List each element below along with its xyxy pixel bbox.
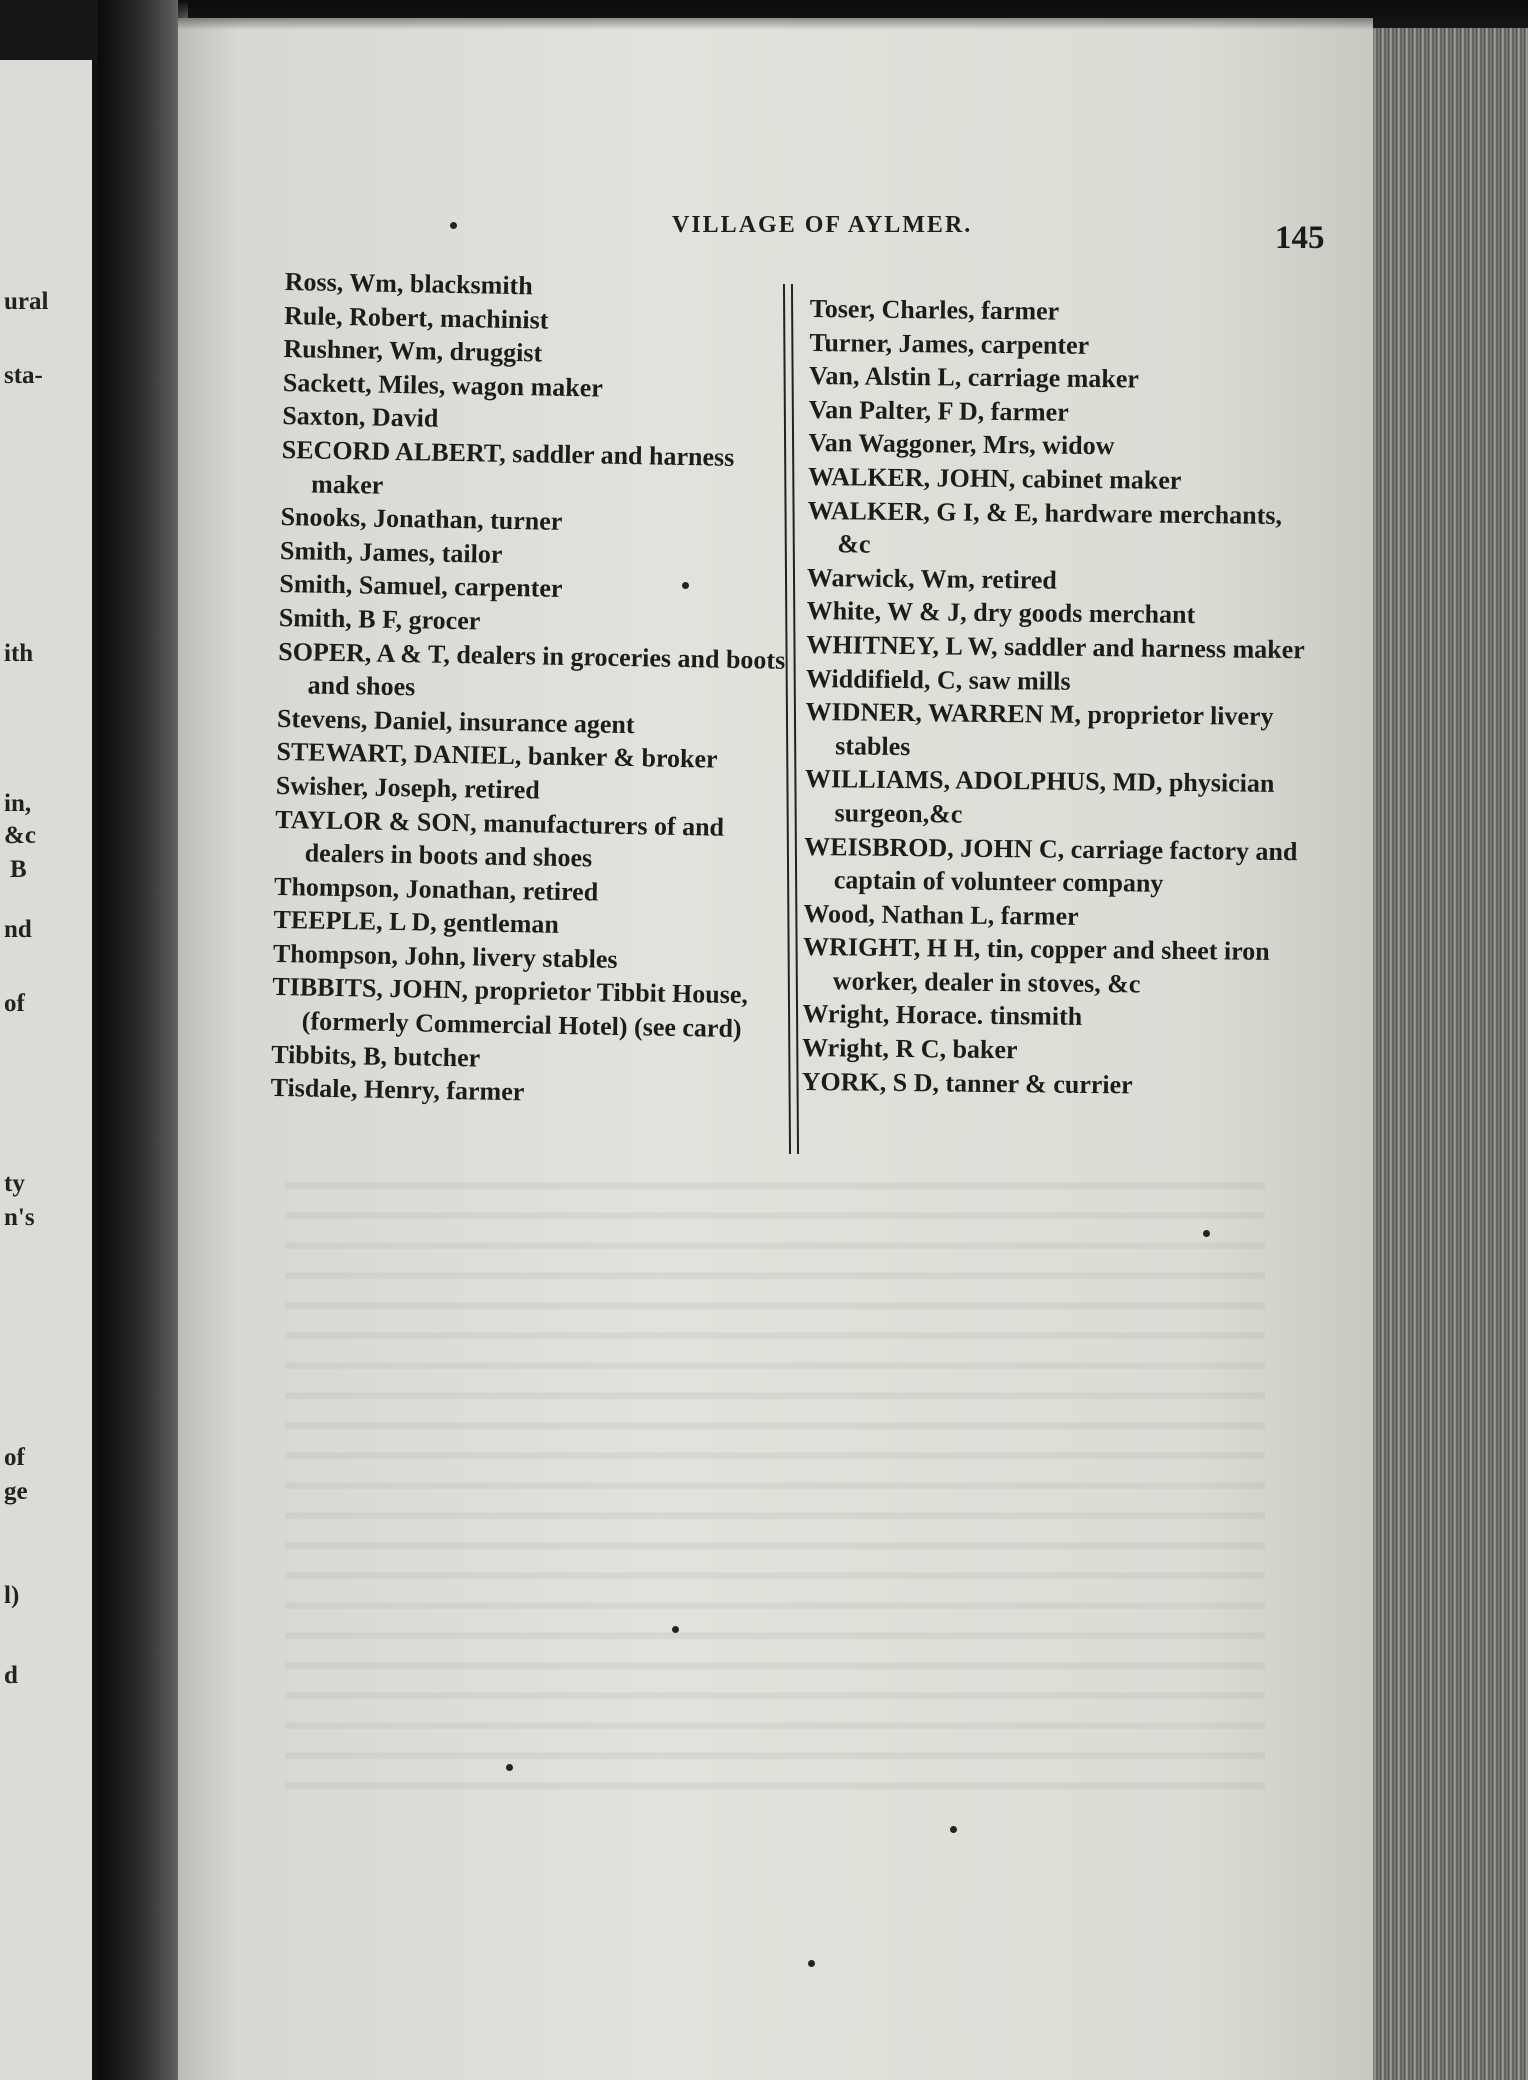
directory-entry: Rushner, Wm, druggist <box>283 334 543 368</box>
left-page-edge <box>0 60 98 2080</box>
directory-entry: Tisdale, Henry, farmer <box>270 1073 525 1107</box>
book-gutter-shadow <box>98 0 188 2080</box>
directory-entry: WALKER, G I, & E, hardware merchants, &c <box>807 495 1283 559</box>
page-number: 145 <box>1275 220 1325 256</box>
print-speck <box>672 1626 679 1633</box>
directory-entry: Smith, Samuel, carpenter <box>279 569 563 604</box>
directory-entry: Smith, James, tailor <box>279 535 503 569</box>
directory-column-left <box>270 265 805 1114</box>
directory-entry: Thompson, John, livery stables <box>272 938 618 974</box>
directory-entry: WALKER, JOHN, cabinet maker <box>807 461 1182 495</box>
left-page-fragment: ural <box>4 288 49 315</box>
directory-entry: Rule, Robert, machinist <box>283 300 549 335</box>
left-page-fragment: d <box>4 1662 18 1689</box>
print-speck <box>808 1960 815 1967</box>
left-page-fragment: n's <box>4 1204 35 1231</box>
directory-entry: Tibbits, B, butcher <box>270 1039 481 1073</box>
directory-entry: TEEPLE, L D, gentleman <box>273 905 560 940</box>
print-speck <box>682 582 689 589</box>
directory-entry: Warwick, Wm, retired <box>806 562 1058 595</box>
left-page-fragment: &c <box>4 822 36 849</box>
print-speck <box>1203 1230 1210 1237</box>
show-through-text <box>285 1160 1265 1800</box>
running-head: VILLAGE OF AYLMER. <box>672 212 973 238</box>
directory-entry: Wood, Nathan L, farmer <box>803 898 1079 931</box>
directory-entry: Wright, R C, baker <box>801 1033 1018 1065</box>
directory-entry: WIDNER, WARREN M, proprietor livery stables <box>805 697 1274 761</box>
directory-entry: Thompson, Jonathan, retired <box>273 871 599 907</box>
directory-entry: WRIGHT, H H, tin, copper and sheet iron worker, dealer in stoves, &c <box>802 932 1270 999</box>
directory-entry: TIBBITS, JOHN, proprietor Tibbit House, (formerly Commercial Hotel) (see card) <box>272 972 749 1044</box>
directory-entry: Snooks, Jonathan, turner <box>280 502 563 537</box>
directory-entry: Saxton, David <box>282 401 439 434</box>
left-page-fragment: nd <box>4 916 32 943</box>
directory-entry: Van, Alstin L, carriage maker <box>808 361 1140 394</box>
directory-entry: SOPER, A & T, dealers in groceries and boots and shoes <box>278 636 786 702</box>
print-speck <box>950 1826 957 1833</box>
directory-entry: YORK, S D, tanner & currier <box>801 1066 1133 1100</box>
print-speck <box>450 222 457 229</box>
directory-entry: Sackett, Miles, wagon maker <box>282 367 604 403</box>
left-page-fragment: ty <box>4 1170 25 1197</box>
directory-entry: Van Palter, F D, farmer <box>808 394 1069 427</box>
directory-entry: WHITNEY, L W, saddler and harness maker <box>806 629 1305 665</box>
left-page-fragment: l) <box>4 1582 20 1609</box>
left-page-fragment: ith <box>4 640 34 667</box>
directory-column-right <box>802 292 1312 1103</box>
directory-entry: Widdifield, C, saw mills <box>805 663 1071 696</box>
directory-entry: Turner, James, carpenter <box>809 327 1090 360</box>
top-shadow <box>178 0 1528 30</box>
directory-entry: White, W & J, dry goods merchant <box>806 596 1196 630</box>
left-page-fragment: of <box>4 1444 25 1471</box>
directory-entry: Smith, B F, grocer <box>278 602 481 636</box>
directory-entry: WILLIAMS, ADOLPHUS, MD, physician surgeon,&c <box>804 764 1275 829</box>
page-edges <box>1373 28 1528 2080</box>
directory-entry: TAYLOR & SON, manufacturers of and dealers in boots and shoes <box>275 804 725 873</box>
left-page-fragment: sta- <box>4 362 43 389</box>
print-speck <box>506 1764 513 1771</box>
directory-entry: SECORD ALBERT, saddler and harness maker <box>281 434 735 500</box>
directory-entry: Ross, Wm, blacksmith <box>284 266 533 301</box>
left-page-fragment: B <box>10 856 27 883</box>
directory-entry: Swisher, Joseph, retired <box>275 770 541 805</box>
left-page-fragment: of <box>4 990 25 1017</box>
directory-entry: Stevens, Daniel, insurance agent <box>276 703 635 739</box>
directory-entry: Toser, Charles, farmer <box>809 293 1060 326</box>
left-page-fragment: in, <box>4 790 32 817</box>
left-page-fragment: ge <box>4 1478 28 1505</box>
directory-entry: Wright, Horace. tinsmith <box>802 999 1083 1032</box>
directory-entry: Van Waggoner, Mrs, widow <box>808 428 1115 461</box>
directory-entry: WEISBROD, JOHN C, carriage factory and captain of volunteer company <box>804 831 1298 898</box>
directory-entry: STEWART, DANIEL, banker & broker <box>276 737 718 774</box>
